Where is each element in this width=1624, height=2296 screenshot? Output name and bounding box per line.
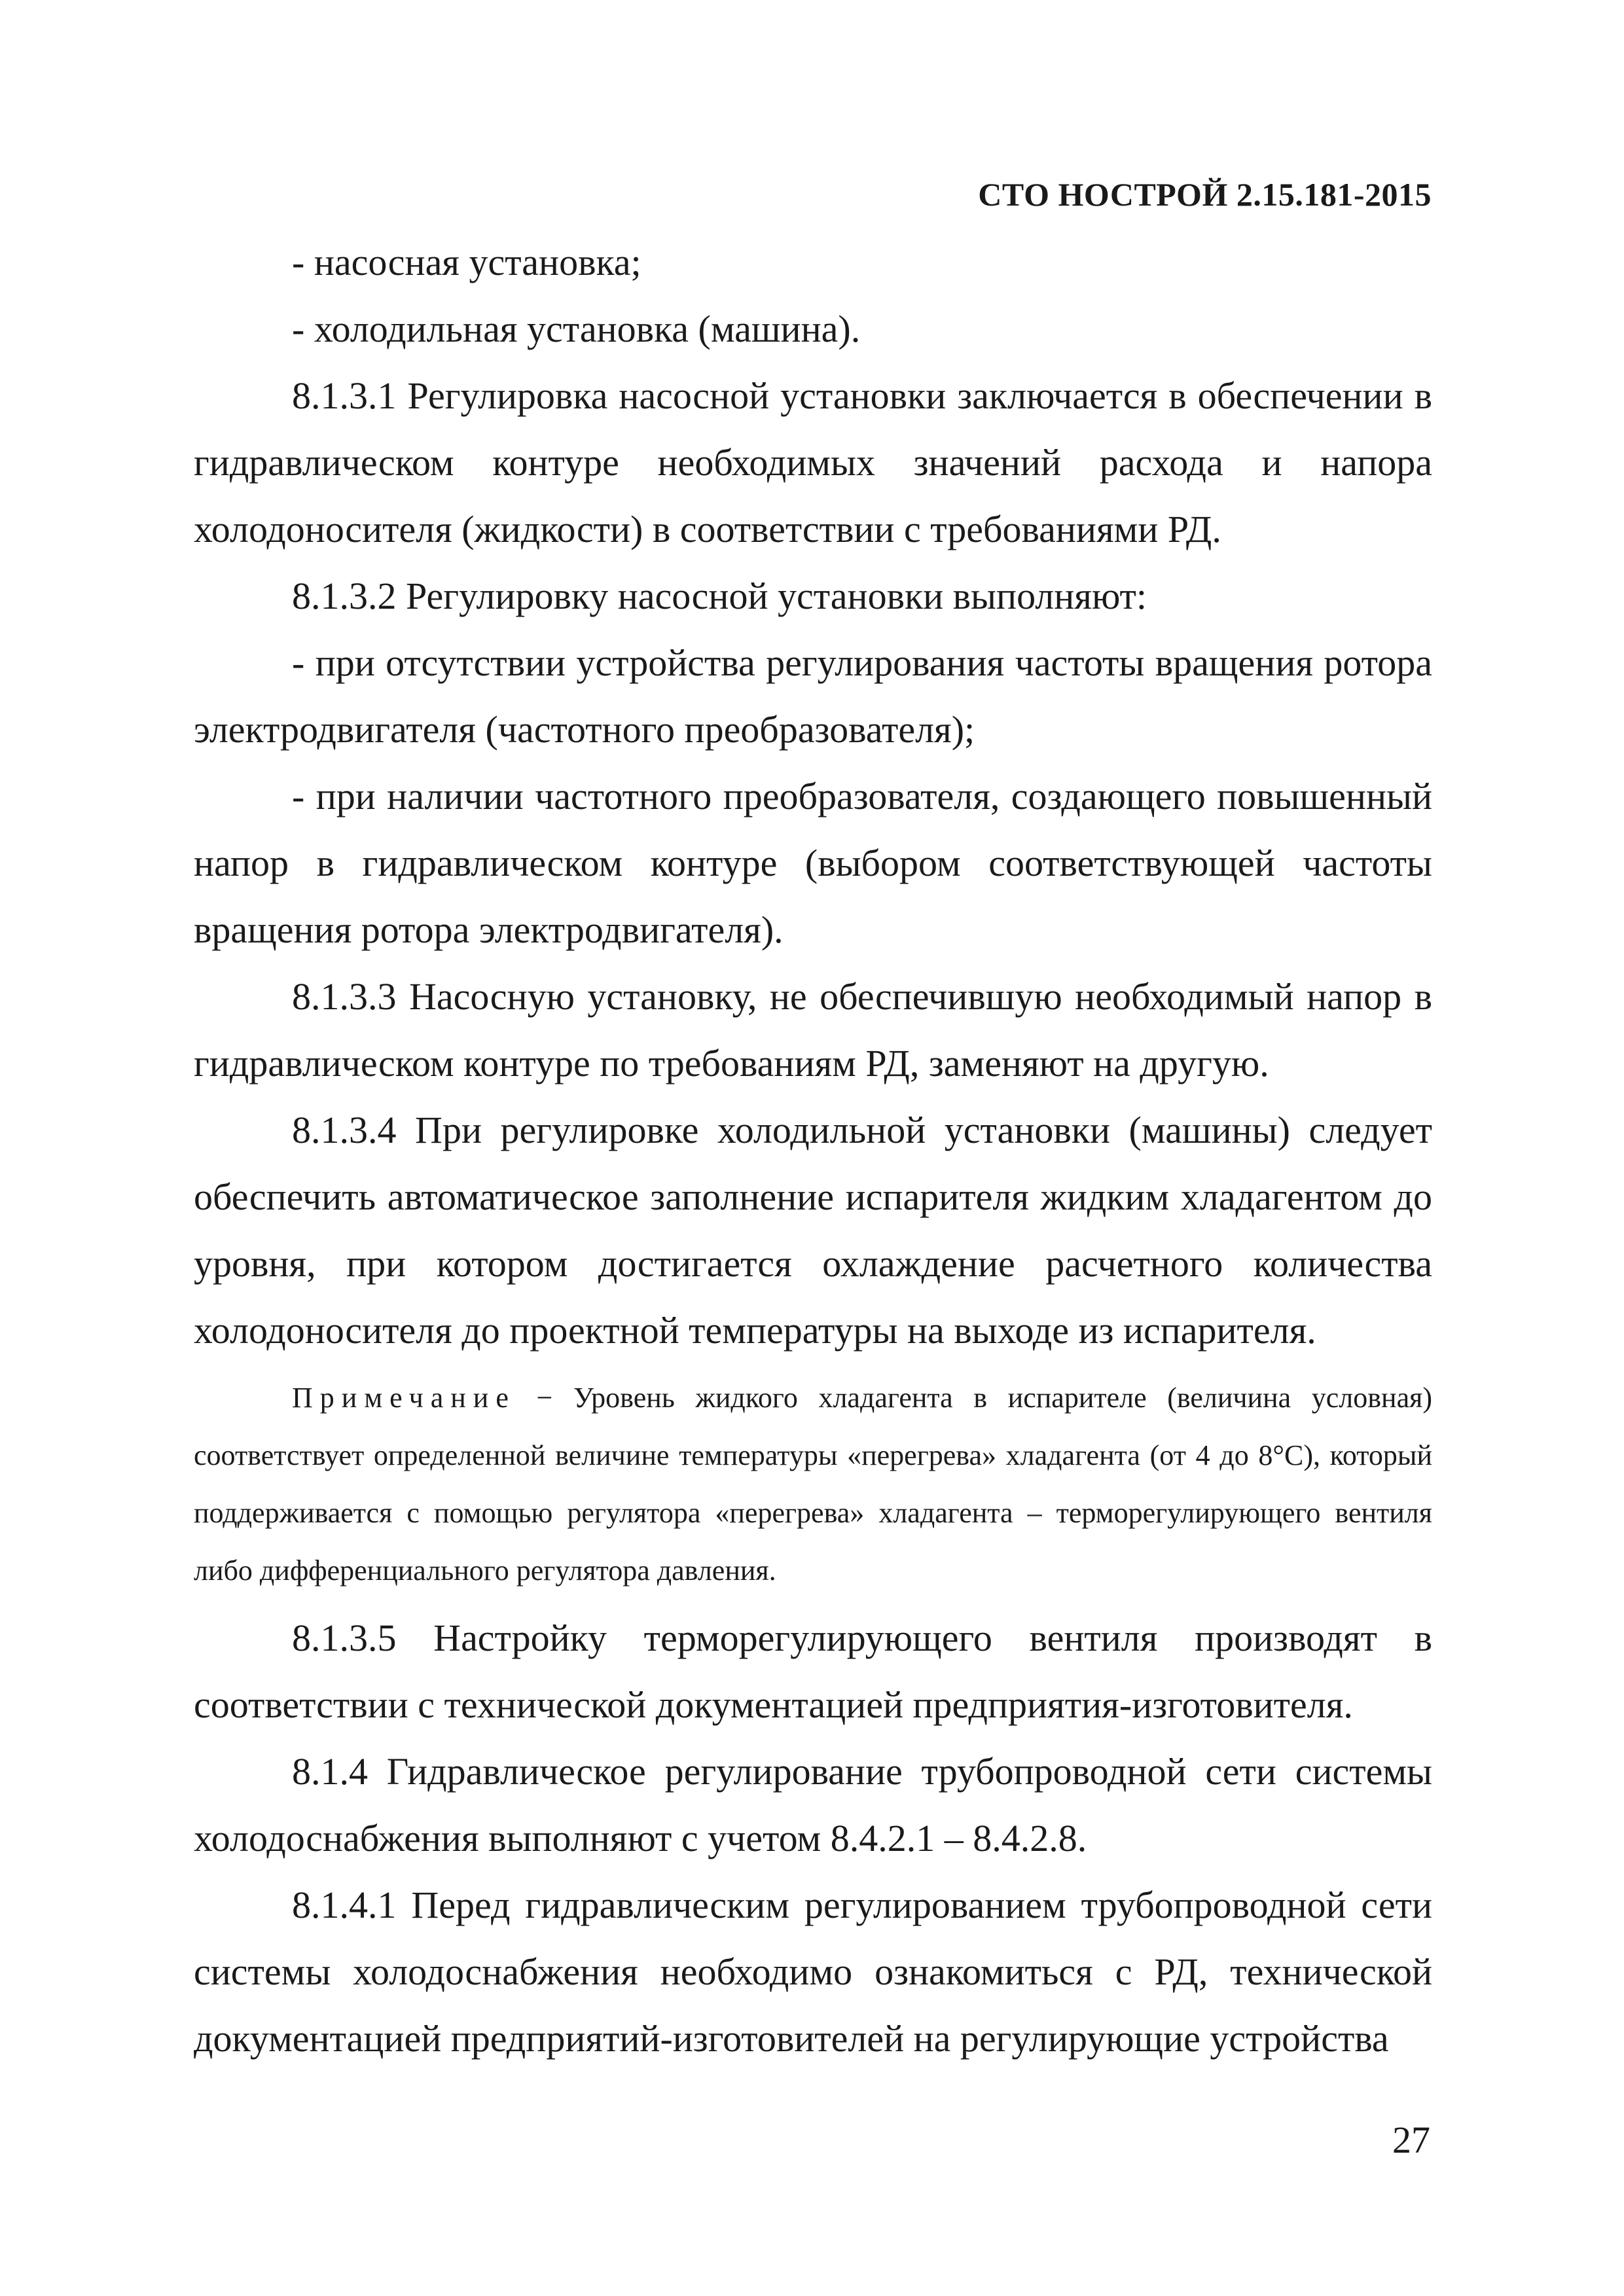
list-item-refrigeration-unit: - холодильная установка (машина). [292,308,861,350]
note-label: Примечание [292,1382,516,1414]
page-number: 27 [1392,2119,1430,2161]
note-block [194,1364,1432,1605]
list-item-with-frequency-converter: - при наличии частотного преобразователя, создающего повышенный напор в гидравлическом контуре (выбором соответствующей частоты вращения ротора электродвигателя). [194,775,1432,951]
list-item-no-frequency-converter: - при отсутствии устройства регулирования частоты вращения ротора электродвигателя (частотного преобразователя); [194,641,1432,751]
paragraph-8-1-3-5: 8.1.3.5 Настройку терморегулирующего вентиля производят в соответствии с технической документацией предприятия-изготовителя. [194,1617,1432,1726]
paragraph-8-1-4-1: 8.1.4.1 Перед гидравлическим регулированием трубопроводной сети системы холодоснабжения необходимо ознакомиться с РД, технической документацией предприятий-изготовителей на регулирующие устройства [194,1884,1432,2060]
paragraph-8-1-3-4: 8.1.3.4 При регулировке холодильной установки (машины) следует обеспечить автоматическое заполнение испарителя жидким хладагентом до уровня, при котором достигается охлаждение расчетного количества холодоносителя до проектной температуры на выходе из испарителя. [194,1109,1432,1352]
list-item-pump-unit: - насосная установка; [292,241,641,283]
paragraph-8-1-3-2: 8.1.3.2 Регулировку насосной установки выполняют: [292,575,1147,617]
paragraph-8-1-3-3: 8.1.3.3 Насосную установку, не обеспечившую необходимый напор в гидравлическом контуре по требованиям РД, заменяют на другую. [194,975,1432,1085]
paragraph-8-1-4: 8.1.4 Гидравлическое регулирование трубопроводной сети системы холодоснабжения выполняют с учетом 8.4.2.1 – 8.4.2.8. [194,1750,1432,1859]
paragraph-8-1-3-1: 8.1.3.1 Регулировка насосной установки заключается в обеспечении в гидравлическом контуре необходимых значений расхода и напора холодоносителя (жидкости) в соответствии с требованиями РД. [194,374,1432,550]
note-text: − Уровень жидкого хладагента в испарителе (величина условная) соответствует определенной величине температуры «перегрева» хладагента (от 4 до 8°С), который поддерживается с помощью регулятора «перегрева» хладагента – терморегулирующего вентиля либо дифференциального регулятора давления. [194,1382,1432,1587]
document-code-header: СТО НОСТРОЙ 2.15.181-2015 [978,176,1432,213]
document-body [194,229,1432,2072]
